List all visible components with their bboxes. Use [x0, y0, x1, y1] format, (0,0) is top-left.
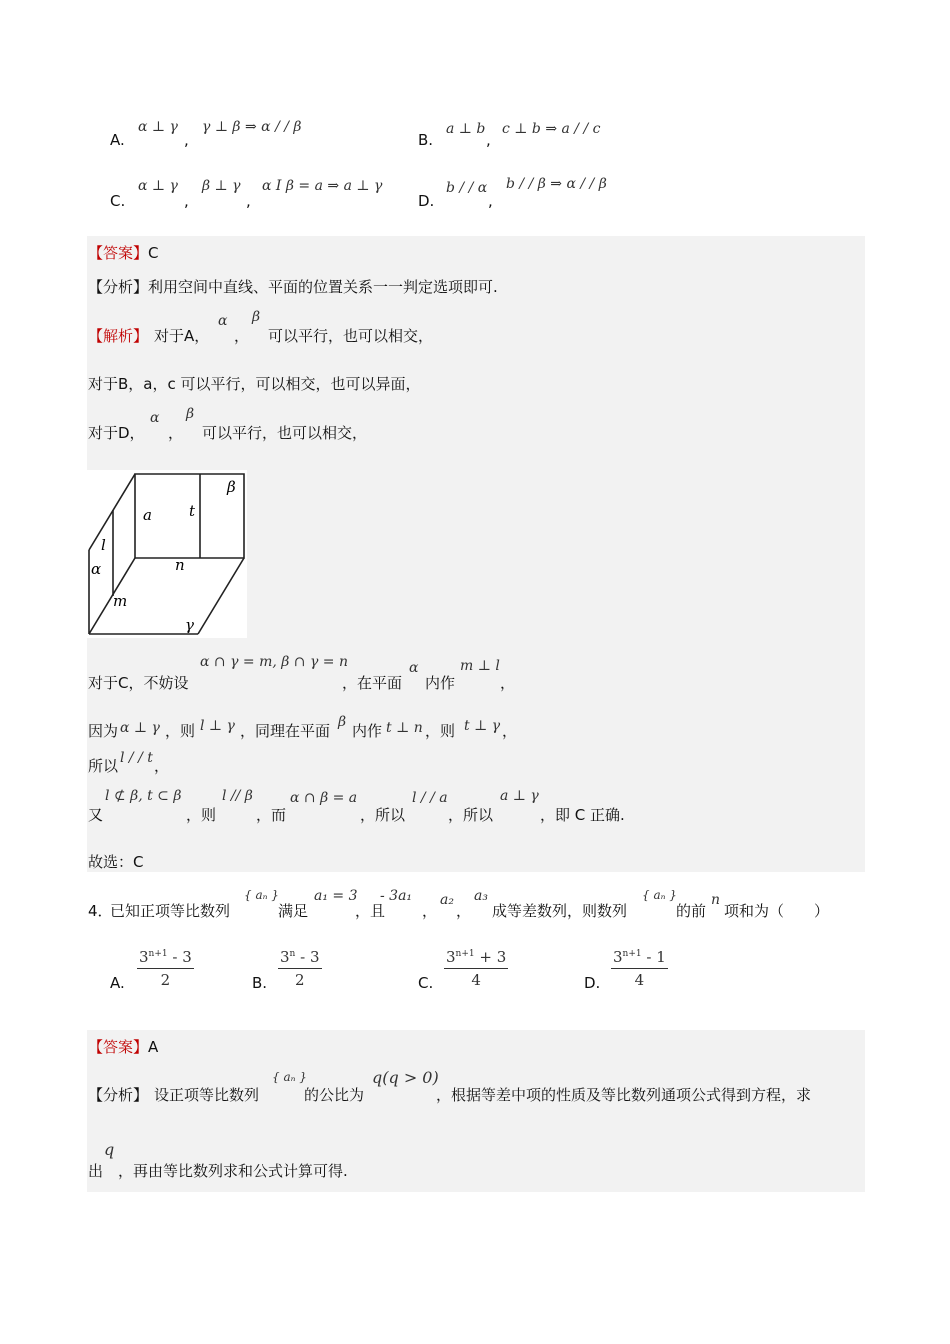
q4-option-b-label: B. [252, 974, 268, 992]
line-a-prefix: 对于A， [154, 327, 210, 345]
option-c-math-2: β ⊥ γ [202, 178, 241, 194]
line-d-comma: ， [168, 424, 184, 442]
line-c4-math-1: l ⊄ β, t ⊂ β [105, 788, 182, 804]
line-c2-mid-2: ，同理在平面 [240, 722, 331, 740]
q4-comma-1: ， [422, 902, 438, 920]
figure-background [87, 470, 247, 638]
option-a-label: A. [110, 131, 125, 149]
line-c2-beta: β [338, 714, 347, 730]
q4-option-d-fraction: $\frac{3^{n+1} - 1}{4}$ [613, 948, 666, 989]
option-a-math-1: α ⊥ γ [138, 119, 178, 135]
q4-seq: { aₙ } [244, 888, 279, 902]
option-d-math-1: b / / α [446, 180, 488, 196]
q4-analysis-seq: { aₙ } [272, 1070, 307, 1084]
q4-stem-1: 已知正项等比数列 [110, 902, 231, 920]
line-a-suffix: 可以平行，也可以相交， [268, 327, 434, 345]
q4-stem-3: ，且 [355, 902, 386, 920]
line-c3-math: l / / t [120, 750, 153, 766]
option-d-label: D. [418, 192, 435, 210]
line-c4-end: ，即 C 正确. [540, 806, 625, 824]
q4-analysis-q-2: q [104, 1140, 115, 1159]
option-b-label: B. [418, 131, 434, 149]
label-n: n [175, 556, 185, 574]
option-c-sep-2: , [246, 192, 251, 210]
line-d-alpha: α [150, 410, 160, 426]
label-m: m [113, 592, 128, 610]
line-c2-mid-1: ，则 [165, 722, 196, 740]
line-c1-math2: m ⊥ l [460, 658, 500, 674]
q3-analysis [88, 276, 498, 297]
line-c3-end: ， [154, 757, 170, 775]
option-a-math-2: γ ⊥ β ⇒ α / / β [202, 119, 302, 135]
line-c2-math-1: α ⊥ γ [120, 720, 160, 736]
analysis-text: 利用空间中直线、平面的位置关系一一判定选项即可. [148, 278, 498, 296]
line-c4-mid-1: ，则 [186, 806, 217, 824]
q4-answer [88, 1036, 158, 1057]
line-c1-mid: ，在平面 [342, 674, 403, 692]
q3-answer [88, 242, 159, 263]
q4-analysis-1: 设正项等比数列 [154, 1086, 260, 1104]
label-beta: β [227, 478, 236, 496]
q4-stem-6: 项和为（ ） [724, 902, 830, 920]
q4-analysis-q: q(q > 0) [372, 1068, 439, 1087]
q4-stem-2: 满足 [278, 902, 309, 920]
line-c4-math-4: l / / a [412, 790, 448, 806]
q4-term-1: - 3a₁ [380, 888, 413, 904]
line-c2-prefix: 因为 [88, 722, 119, 740]
label-alpha: α [91, 560, 102, 578]
geometry-figure [87, 470, 247, 638]
option-b-math-1: a ⊥ b [446, 121, 486, 137]
line-c1-end: ， [500, 674, 516, 692]
line-c4-mid-2: ，而 [256, 806, 287, 824]
q4-option-a-label: A. [110, 974, 125, 992]
line-c1-alpha: α [409, 660, 419, 676]
label-a: a [143, 506, 152, 524]
q4-option-c-fraction: $\frac{3^{n+1} + 3}{4}$ [446, 948, 507, 989]
q4-comma-2: ， [456, 902, 472, 920]
line-c2-math-4: t ⊥ γ [464, 718, 501, 734]
line-d-suffix: 可以平行，也可以相交， [202, 424, 368, 442]
line-c2-mid-4: ，则 [425, 722, 456, 740]
option-b-sep: , [486, 131, 491, 149]
q4-analysis-3: ，根据等差中项的性质及等比数列通项公式得到方程，求 [436, 1086, 812, 1104]
option-c-label: C. [110, 192, 126, 210]
line-a-comma: ， [234, 327, 250, 345]
q4-stem-4: 成等差数列，则数列 [492, 902, 628, 920]
option-d-math-2: b / / β ⇒ α / / β [506, 176, 607, 192]
line-c3-prefix: 所以 [88, 757, 119, 775]
line-c2-math-2: l ⊥ γ [200, 718, 235, 734]
line-c4-math-5: a ⊥ γ [500, 788, 539, 804]
option-c-sep-1: , [184, 192, 189, 210]
q4-option-a-fraction: $\frac{3^{n+1} - 3}{2}$ [139, 948, 192, 989]
option-c-math-1: α ⊥ γ [138, 178, 178, 194]
line-a-alpha: α [218, 313, 228, 329]
q4-analysis-2: 的公比为 [304, 1086, 365, 1104]
label-l: l [101, 536, 106, 554]
line-c4-mid-3: ，所以 [360, 806, 406, 824]
q4-term-2: a₂ [440, 892, 454, 908]
line-c1-mid2: 内作 [425, 674, 456, 692]
line-c1-math: α ∩ γ = m, β ∩ γ = n [200, 654, 348, 670]
q3-conclusion: 故选：C [88, 853, 144, 871]
line-c2-end: ， [502, 722, 518, 740]
line-c4-mid-4: ，所以 [448, 806, 494, 824]
q4-option-c-label: C. [418, 974, 434, 992]
q4-answer-value: A [148, 1038, 159, 1056]
label-gamma: γ [185, 616, 194, 634]
q4-cond-1: a₁ = 3 [314, 888, 358, 904]
option-b-math-2: c ⊥ b ⇒ a / / c [502, 121, 601, 137]
option-a-sep: , [184, 131, 189, 149]
label-t: t [189, 502, 196, 520]
line-d-prefix: 对于D， [88, 424, 145, 442]
q4-analysis-4-prefix: 出 [88, 1162, 104, 1180]
answer-value: C [148, 244, 159, 262]
q4-option-b-fraction: $\frac{3^n - 3}{2}$ [280, 948, 320, 989]
line-c1-prefix: 对于C，不妨设 [88, 674, 189, 692]
q4-analysis-4: ，再由等比数列求和公式计算可得. [118, 1162, 348, 1180]
answer-tag: 【答案】 [88, 244, 149, 262]
q4-n: n [711, 892, 721, 908]
line-a-beta: β [252, 309, 261, 325]
q4-option-d-label: D. [584, 974, 601, 992]
q4-seq-2: { aₙ } [642, 888, 677, 902]
line-d-beta: β [186, 406, 195, 422]
option-d-sep: , [488, 192, 493, 210]
line-c2-mid-3: 内作 [352, 722, 383, 740]
analysis-tag: 【分析】 [88, 278, 149, 296]
option-c-math-3: α I β = a ⇒ a ⊥ γ [262, 178, 383, 194]
solution-tag: 【解析】 [88, 327, 149, 345]
line-c4-math-3: α ∩ β = a [290, 790, 358, 806]
q4-stem-5: 的前 [676, 902, 707, 920]
q4-answer-tag: 【答案】 [88, 1038, 149, 1056]
q4-term-3: a₃ [474, 888, 488, 904]
line-c4-prefix: 又 [88, 806, 104, 824]
q4-number: 4． [88, 902, 113, 920]
line-b: 对于B，a，c 可以平行，可以相交，也可以异面， [88, 375, 421, 393]
q4-analysis-tag: 【分析】 [88, 1086, 149, 1104]
line-c2-math-3: t ⊥ n [386, 720, 423, 736]
line-c4-math-2: l // β [222, 788, 253, 804]
